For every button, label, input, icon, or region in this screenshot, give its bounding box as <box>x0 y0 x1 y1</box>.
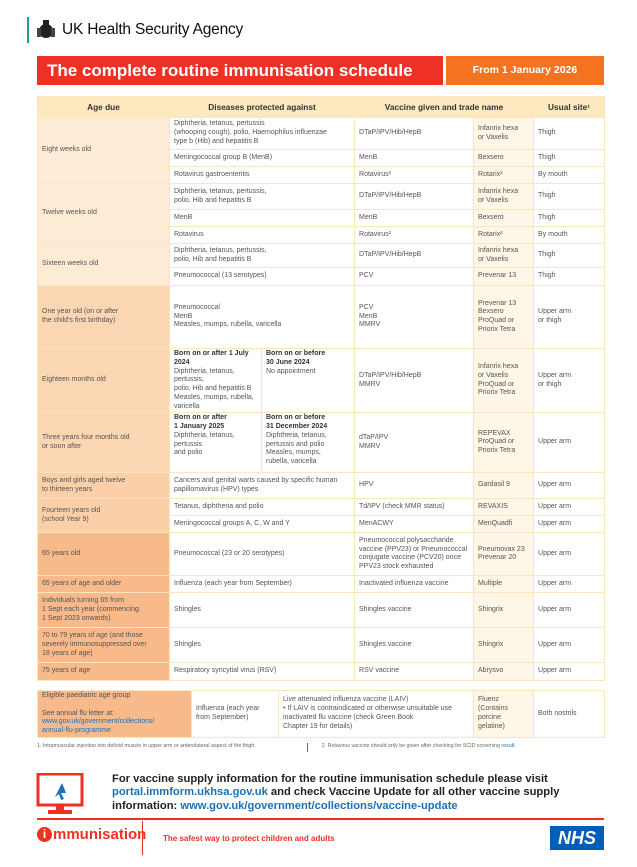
vaccine-update-link[interactable]: www.gov.uk/government/collections/vaccine-update <box>180 799 458 812</box>
flu-table <box>37 690 605 738</box>
trade-name: Rotarix² <box>474 167 534 184</box>
vaccine: Shingles vaccine <box>355 628 474 663</box>
vaccine: MenACWY <box>355 516 474 533</box>
trade-name: Multiple <box>474 576 534 593</box>
diseases-cell-born-before <box>262 413 355 473</box>
age-due: Boys and girls aged twelve to thirteen years <box>38 473 170 499</box>
age-due: Twelve weeks old <box>38 184 170 244</box>
supply-info <box>112 773 602 813</box>
trade-name: Abrysvo <box>474 663 534 681</box>
diseases: Rotavirus gastroenteritis <box>170 167 355 184</box>
usual-site: Upper arm <box>534 593 605 628</box>
vaccine: MenB <box>355 150 474 167</box>
table-row <box>38 118 605 150</box>
diseases: Meningococcal groups A, C, W and Y <box>170 516 355 533</box>
diseases: Pneumococcal MenB Measles, mumps, rubella, varicella <box>170 286 355 349</box>
flu-site: Both nostrils <box>534 691 605 738</box>
diseases-cell-born-after <box>170 349 262 413</box>
trade-name: Infanrix hexa or Vaxelis <box>474 118 534 150</box>
cohort-heading: Born on or after 1 January 2025 <box>174 414 227 430</box>
diseases: Diphtheria, tetanus, pertussis, polio, Hib and hepatitis B <box>170 184 355 210</box>
table-row <box>38 473 605 499</box>
usual-site: Thigh <box>534 244 605 268</box>
table-row <box>38 349 605 413</box>
vaccine: DTaP/IPV/Hib/HepB MMRV <box>355 349 474 413</box>
footnote-2-link[interactable]: result <box>501 743 515 749</box>
diseases: Pneumococcal (13 serotypes) <box>170 268 355 286</box>
usual-site: Thigh <box>534 268 605 286</box>
age-due: Sixteen weeks old <box>38 244 170 286</box>
footnote-2-text: 2. Rotavirus vaccine should only be given after checking for SCID screening <box>321 743 502 749</box>
cohort-heading: Born on or before 31 December 2024 <box>266 414 328 430</box>
flu-trade: Fluenz (Contains porcine gelatine) <box>474 691 534 738</box>
diseases: Diphtheria, tetanus, pertussis and polio <box>174 431 235 457</box>
header-diseases: Diseases protected against <box>170 97 355 118</box>
trade-name: Shingrix <box>474 593 534 628</box>
vaccine: dTaP/IPV MMRV <box>355 413 474 473</box>
header-vaccine: Vaccine given and trade name <box>355 97 534 118</box>
vaccine: Rotavirus² <box>355 227 474 244</box>
table-row <box>38 628 605 663</box>
usual-site: Upper arm or thigh <box>534 286 605 349</box>
info-i-icon: i <box>37 827 52 842</box>
age-due: Three years four months old or soon after <box>38 413 170 473</box>
table-row <box>38 499 605 516</box>
trade-name: Infanrix hexa or Vaxelis ProQuad or Priorix Tetra <box>474 349 534 413</box>
trade-name: Pneumovax 23 Prevenar 20 <box>474 533 534 576</box>
diseases: No appointment <box>266 367 316 375</box>
diseases: Diphtheria, tetanus, pertussis and polio Measles, mumps, rubella, varicella <box>266 431 327 465</box>
cohort-heading: Born on or after 1 July 2024 <box>174 350 249 366</box>
age-due: 65 years old <box>38 533 170 576</box>
diseases: Rotavirus <box>170 227 355 244</box>
vaccine: RSV vaccine <box>355 663 474 681</box>
table-row <box>38 244 605 268</box>
immunisation-logo-text: mmunisation <box>53 826 147 843</box>
age-due: One year old (on or after the child's first birthday) <box>38 286 170 349</box>
usual-site: Upper arm <box>534 499 605 516</box>
flu-letter-link[interactable]: www.gov.uk/government/collections/ annual-flu-programme <box>42 718 155 734</box>
trade-name: Prevenar 13 <box>474 268 534 286</box>
usual-site: Upper arm or thigh <box>534 349 605 413</box>
header-site: Usual site¹ <box>534 97 605 118</box>
trade-name: REPEVAX ProQuad or Priorix Tetra <box>474 413 534 473</box>
immform-link[interactable]: portal.immform.ukhsa.gov.uk <box>112 786 268 799</box>
supply-text-2: and check Vaccine Update for all other vaccine supply information: <box>112 786 560 812</box>
age-due: 75 years of age <box>38 663 170 681</box>
footnote-2 <box>322 743 516 752</box>
agency-name: UK Health Security Agency <box>62 21 244 38</box>
header-age: Age due <box>38 97 170 118</box>
usual-site: Thigh <box>534 210 605 227</box>
vaccine: HPV <box>355 473 474 499</box>
age-due: Eight weeks old <box>38 118 170 184</box>
diseases: Diphtheria, tetanus, pertussis, polio, Hib and hepatitis B <box>170 244 355 268</box>
vaccine: Pneumococcal polysaccharide vaccine (PPV23) or Pneumococcal conjugate vaccine (PCV20) once PPV23 stock exhausted <box>355 533 474 576</box>
vaccine: DTaP/IPV/Hib/HepB <box>355 118 474 150</box>
cohort-heading: Born on or before 30 June 2024 <box>266 350 326 366</box>
diseases: Shingles <box>170 628 355 663</box>
trade-name: Shingrix <box>474 628 534 663</box>
flu-age-cell <box>38 691 192 738</box>
usual-site: Upper arm <box>534 533 605 576</box>
trade-name: Prevenar 13 Bexsero ProQuad or Priorix Tetra <box>474 286 534 349</box>
table-row <box>38 286 605 349</box>
footnote-divider <box>307 743 308 752</box>
trade-name: Bexsero <box>474 210 534 227</box>
age-due: 70 to 79 years of age (and those severely immunosuppressed over 18 years of age) <box>38 628 170 663</box>
age-due: 65 years of age and older <box>38 576 170 593</box>
trade-name: Infanrix hexa or Vaxelis <box>474 184 534 210</box>
table-row <box>38 593 605 628</box>
vaccine: DTaP/IPV/Hib/HepB <box>355 184 474 210</box>
flu-diseases: Influenza (each year from September) <box>192 691 279 738</box>
trade-name: Bexsero <box>474 150 534 167</box>
trade-name: REVAXIS <box>474 499 534 516</box>
immunisation-logo <box>37 826 146 843</box>
diseases: MenB <box>170 210 355 227</box>
diseases-cell-born-after <box>170 413 262 473</box>
footnote-2-end: . <box>514 743 516 749</box>
vaccine: PCV MenB MMRV <box>355 286 474 349</box>
footnotes <box>37 743 604 752</box>
diseases: Tetanus, diphtheria and polio <box>170 499 355 516</box>
trade-name: Rotarix² <box>474 227 534 244</box>
table-row <box>38 533 605 576</box>
flu-age: Eligible paediatric age group <box>42 692 131 699</box>
vaccine: PCV <box>355 268 474 286</box>
usual-site: Thigh <box>534 118 605 150</box>
diseases: Pneumococcal (23 or 20 serotypes) <box>170 533 355 576</box>
footer-divider <box>37 818 604 820</box>
table-row <box>38 576 605 593</box>
diseases: Diphtheria, tetanus, pertussis (whooping cough), polio, Haemophilus influenzae type b (Hib) and hepatitis B <box>170 118 355 150</box>
age-due: Individuals turning 65 from 1 Sept each year (commencing 1 Sept 2023 onwards) <box>38 593 170 628</box>
diseases: Meningococcal group B (MenB) <box>170 150 355 167</box>
supply-text-1: For vaccine supply information for the routine immunisation schedule please visit <box>112 773 548 785</box>
monitor-icon <box>36 773 84 815</box>
footnote-1: 1. Intramuscular injection into deltoid muscle in upper arm or anterolateral aspect of the thigh. <box>37 743 256 749</box>
vaccine: DTaP/IPV/Hib/HepB <box>355 244 474 268</box>
table-row <box>38 184 605 210</box>
diseases: Shingles <box>170 593 355 628</box>
usual-site: Upper arm <box>534 473 605 499</box>
table-row <box>38 663 605 681</box>
flu-row <box>38 691 605 738</box>
trade-name: MenQuadfi <box>474 516 534 533</box>
trade-name: Infanrix hexa or Vaxelis <box>474 244 534 268</box>
royal-crest-icon <box>35 19 57 41</box>
usual-site: Upper arm <box>534 628 605 663</box>
diseases-cell-born-before <box>262 349 355 413</box>
vaccine: MenB <box>355 210 474 227</box>
trade-name: Gardasil 9 <box>474 473 534 499</box>
usual-site: Upper arm <box>534 663 605 681</box>
diseases: Respiratory syncytial virus (RSV) <box>170 663 355 681</box>
tagline: The safest way to protect children and adults <box>163 834 335 843</box>
flu-vaccine: Live attenuated influenza vaccine (LAIV) • If LAIV is contraindicated or otherwise unsuitable use inactivated flu vaccine (check Green Book Chapter 19 for details) <box>279 691 474 738</box>
page-title: The complete routine immunisation schedule <box>37 56 443 85</box>
usual-site: Upper arm <box>534 576 605 593</box>
ukhsa-logo <box>27 17 243 43</box>
vaccine: Shingles vaccine <box>355 593 474 628</box>
vaccine: Inactivated influenza vaccine <box>355 576 474 593</box>
usual-site: By mouth <box>534 167 605 184</box>
diseases: Diphtheria, tetanus, pertussis, polio, Hib and hepatitis B Measles, mumps, rubella, varicella <box>174 367 254 410</box>
flu-letter-label: See annual flu letter at: <box>42 709 114 717</box>
diseases: Influenza (each year from September) <box>170 576 355 593</box>
age-due: Fourteen years old (school Year 9) <box>38 499 170 533</box>
nhs-logo: NHS <box>550 826 604 850</box>
vaccine: Td/IPV (check MMR status) <box>355 499 474 516</box>
usual-site: Upper arm <box>534 413 605 473</box>
age-due: Eighteen months old <box>38 349 170 413</box>
table-header <box>38 97 605 118</box>
usual-site: By mouth <box>534 227 605 244</box>
usual-site: Thigh <box>534 150 605 167</box>
table-row <box>38 413 605 473</box>
diseases: Cancers and genital warts caused by specific human papillomavirus (HPV) types <box>170 473 355 499</box>
schedule-table <box>37 96 605 681</box>
effective-date: From 1 January 2026 <box>446 56 604 85</box>
usual-site: Upper arm <box>534 516 605 533</box>
vaccine: Rotavirus² <box>355 167 474 184</box>
usual-site: Thigh <box>534 184 605 210</box>
